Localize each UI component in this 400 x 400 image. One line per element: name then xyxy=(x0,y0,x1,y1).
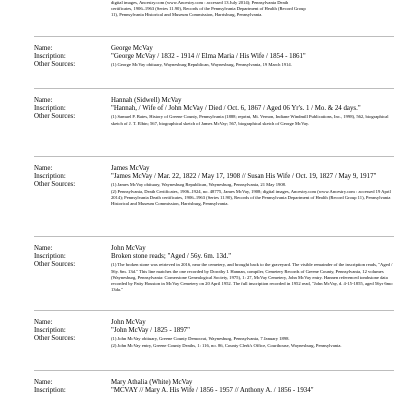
source-item: (1) George McVay obituary, Waynesburg Republican, Waynesburg, Pennsylvania, 19 March 1914. xyxy=(111,62,292,68)
sources-value xyxy=(111,335,393,348)
name-value: John McVay xyxy=(111,245,146,252)
inscription-value: "John McVay / 1825 - 1897" xyxy=(111,327,190,335)
source-line: digital images, Ancestry.com (www.Ancestry.com : accessed 13 July 2014); Pennsylvania Death xyxy=(111,0,289,5)
source-item: (2) John McVay entry, Greene County Deaths, 1: 116, no. 86, County Clerk's Office, Courthouse, Waynesburg, Pennsylvania. xyxy=(111,342,342,348)
record-entry-james-mcvay xyxy=(34,156,394,207)
source-line: 11), Pennsylvania Historical and Museum Commission, Harrisburg, Pennsylvania. xyxy=(111,12,263,18)
name-label: Name: xyxy=(34,97,53,104)
name-label: Name: xyxy=(34,45,53,52)
source-line: certificates, 1906–1963 (Series 11.90), Records of the Pennsylvania Department of Health (Record Group xyxy=(111,6,306,12)
inscription-value: Broken stone reads; "Aged / 56y. 6m. 13d." xyxy=(111,253,232,261)
inscription-value: "Hannah, / Wife of / John McVay / Died / Oct. 6, 1867 / Aged 06 Yr's. 1 / Mo. & 24 days." xyxy=(111,105,361,113)
inscription-label: Inscription: xyxy=(34,53,66,61)
name-value: Hannah (Sidwell) McVay xyxy=(111,97,182,104)
name-value: James McVay xyxy=(111,165,150,172)
record-entry-john-mcvay-1825 xyxy=(34,310,394,349)
inscription-label: Inscription: xyxy=(34,253,66,261)
source-item: (1) John McVay obituary, Greene County Democrat, Waynesburg, Pennsylvania, 7 January 1898. xyxy=(111,336,290,342)
name-value: Mary Athalia (White) McVay xyxy=(111,379,193,386)
other-sources-label: Other Sources: xyxy=(34,181,76,189)
inscription-label: Inscription: xyxy=(34,387,66,395)
name-label: Name: xyxy=(34,319,53,326)
record-entry-john-mcvay-broken-stone xyxy=(34,236,394,293)
name-label: Name: xyxy=(34,379,53,386)
record-entry-mary-mcvay xyxy=(34,370,394,395)
name-label: Name: xyxy=(34,245,53,252)
sources-value xyxy=(111,61,393,68)
name-label: Name: xyxy=(34,165,53,172)
other-sources-label: Other Sources: xyxy=(34,61,76,69)
sources-value xyxy=(111,181,393,206)
inscription-label: Inscription: xyxy=(34,327,66,335)
name-value: John McVay xyxy=(111,319,146,326)
record-entry-george-mcvay xyxy=(34,36,394,70)
inscription-value: "George McVay / 1832 - 1914 // Elma Maria / His Wife / 1854 - 1861" xyxy=(111,53,306,61)
other-sources-label: Other Sources: xyxy=(34,335,76,343)
other-sources-label: Other Sources: xyxy=(34,113,76,121)
record-entry-hannah-mcvay xyxy=(34,88,394,127)
continued-source-text xyxy=(111,0,391,18)
name-value: George McVay xyxy=(111,45,153,52)
other-sources-label: Other Sources: xyxy=(34,261,76,269)
source-item: (2) Pennsylvania, Death Certificates, 1906–1924, no. 48775, James McVay, 1908; digital images, Ancestry.com (www.Ancestry.com : accessed 19 April 2014); Pennsylvania Death certificates, 1906–1963 (Series 11.90), Records of the Pennsylvania Department of Health (Record Group 11), Pennsylvania Historical and Museum Commission, Harrisburg, Pennsylvania. xyxy=(111,188,391,206)
source-item: (1) Samuel P. Bates, History of Greene County, Pennsylvania (1888; reprint, Mt. Vernon, Indiane Windmill Publications, Inc., 1998), 562, biographical sketch of J. T. Elbin; 567, biographical sketch of James McVay; 567, biographical sketch of George McVay. xyxy=(111,114,389,126)
inscription-label: Inscription: xyxy=(34,105,66,113)
sources-value xyxy=(111,113,393,126)
inscription-value: "James McVay / Mar. 22, 1822 / May 17, 1908 // Susan His Wife / Oct. 19, 1827 / May 9, 1917" xyxy=(111,173,377,181)
inscription-value: "MCVAY // Mary A. His Wife / 1856 - 1957 // Anthony A. / 1856 - 1934" xyxy=(111,387,314,395)
inscription-label: Inscription: xyxy=(34,173,66,181)
sources-value xyxy=(111,261,393,292)
source-item: (1) James McVay obituary, Waynesburg Republican, Waynesburg, Pennsylvania, 21 May 1908. xyxy=(111,182,287,188)
source-item: (1) The broken stone was retrieved in 2016, near the cemetery, and brought back to the graveyard. The visible remainder of the inscription reads, "Aged / 56y. 6m. 13d." This line matches the one recorded by Dorothy I. Hannan, compiler, Cemetery Records of Greene County, Pennsylvania, 12 volumes (Waynesburg, Pennsylvania: Cornerstone Genealogical Society, 1975), 1: 27, McVay Cemetery, John McVay entry. Hannen referenced tombstone data recorded by Patty Houston in McVay Cemetery on 20 April 1952. The full inscription recorded in 1952 read, "John McVay, d. 4-15-1855, aged 56yr 6mo 13da." xyxy=(111,262,393,292)
